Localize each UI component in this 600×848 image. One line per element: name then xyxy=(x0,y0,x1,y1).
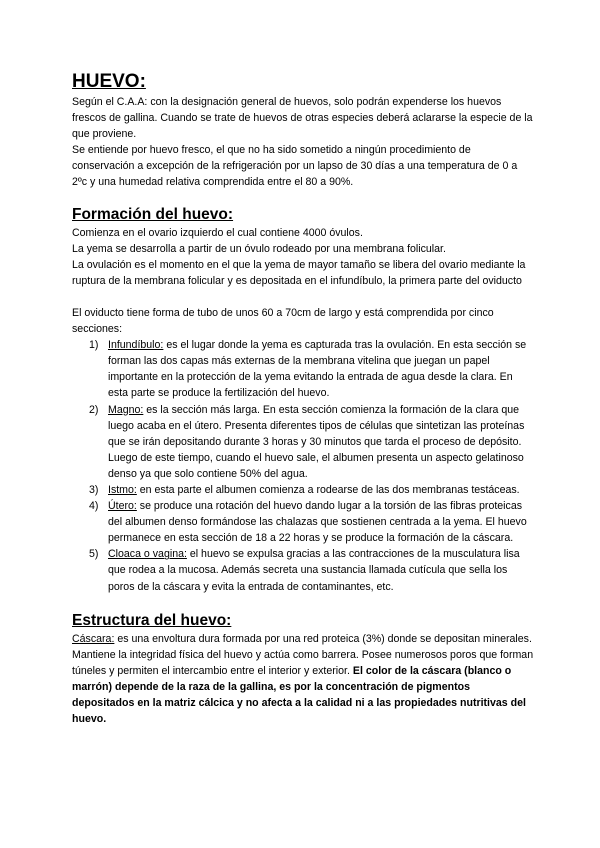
section-text: el huevo se expulsa gracias a las contracciones de la musculatura lisa que rodea a la mucosa. Además secreta una sustancia llamada cutícula que sella los poros de la cáscara y evita la entrada de contaminantes, etc. xyxy=(108,548,520,593)
cascara-term: Cáscara: xyxy=(72,632,115,645)
list-number: 2) xyxy=(89,403,99,416)
list-number: 5) xyxy=(89,548,99,561)
list-number: 1) xyxy=(89,339,99,352)
cascara-paragraph xyxy=(72,631,534,728)
formacion-paragraph-3: La ovulación es el momento en el que la yema de mayor tamaño se libera del ovario mediante la ruptura de la membrana folicular y es depositada en el infundíbulo, la primera parte del oviducto xyxy=(72,258,526,287)
section-text: es la sección más larga. En esta sección comienza la formación de la clara que luego acaba en el útero. Presenta diferentes tipos de células que sintetizan las proteínas que se irán depositando durante 3 horas y 30 minutos que tarda el proceso de depósito. Luego de este tiempo, cuando el huevo sale, el albumen presenta un aspecto gelatinoso denso ya que solo contiene 50% del agua. xyxy=(108,403,525,480)
section-term: Magno: xyxy=(108,403,144,416)
estructura-heading: Estructura del huevo: xyxy=(72,611,232,629)
section-term: Infundíbulo: xyxy=(108,339,164,352)
intro-paragraph-1: Según el C.A.A: con la designación general de huevos, solo podrán expenderse los huevos frescos de gallina. Cuando se trate de huevos de otras especies deberá aclararse la especie de la que proviene. xyxy=(72,96,533,141)
cascara-text: es una envoltura dura formada por una red proteica (3%) donde se depositan minerales. Mantiene la integridad física del huevo y actúa como barrera. Posee numerosos poros que forman túneles y permiten el intercambio entre el interior y exterior. xyxy=(72,632,534,677)
list-item xyxy=(72,498,534,546)
formacion-paragraph-2: La yema se desarrolla a partir de un óvulo rodeado por una membrana folicular. xyxy=(72,242,446,255)
page-title: HUEVO: xyxy=(72,71,146,92)
formacion-paragraph-1: Comienza en el ovario izquierdo el cual contiene 4000 óvulos. xyxy=(72,226,363,239)
list-item xyxy=(72,546,534,594)
section-text: es el lugar donde la yema es capturada tras la ovulación. En esta sección se forman las dos capas más externas de la membrana vitelina que juegan un papel importante en la protección de la yema evitando la entrada de agua desde la clara. En esta parte se produce la fertilización del huevo. xyxy=(108,339,527,400)
section-term: Útero: xyxy=(108,500,137,513)
cascara-bold-text: El color de la cáscara (blanco o marrón) depende de la raza de la gallina, es por la concentración de pigmentos depositados en la matriz cálcica y no afecta a la calidad ni a las propiedades nutritivas del huevo. xyxy=(72,664,526,726)
section-text: en esta parte el albumen comienza a rodearse de las dos membranas testáceas. xyxy=(136,483,520,496)
oviducto-intro: El oviducto tiene forma de tubo de unos 60 a 70cm de largo y está comprendida por cinco secciones: xyxy=(72,306,494,336)
document-page xyxy=(72,70,534,727)
oviducto-sections-list xyxy=(72,337,534,595)
section-term: Cloaca o vagina: xyxy=(108,548,187,561)
list-item xyxy=(72,402,534,482)
formacion-heading: Formación del huevo: xyxy=(72,205,234,223)
section-term: Istmo: xyxy=(108,483,137,496)
list-number: 3) xyxy=(89,483,99,496)
list-item xyxy=(72,482,534,498)
list-number: 4) xyxy=(89,500,99,513)
section-text: se produce una rotación del huevo dando lugar a la torsión de las fibras proteicas del albumen denso formándose las chalazas que sostienen centrada a la yema. El huevo permanece en esta sección de 18 a 22 horas y se produce la formación de la cáscara. xyxy=(108,500,527,545)
intro-paragraph-2: Se entiende por huevo fresco, el que no ha sido sometido a ningún procedimiento de conservación a excepción de la refrigeración por un lapso de 30 días a una temperatura de 0 a 2ºc y una humedad relativa comprendida entre el 80 a 90%. xyxy=(72,144,518,189)
list-item xyxy=(72,337,534,401)
